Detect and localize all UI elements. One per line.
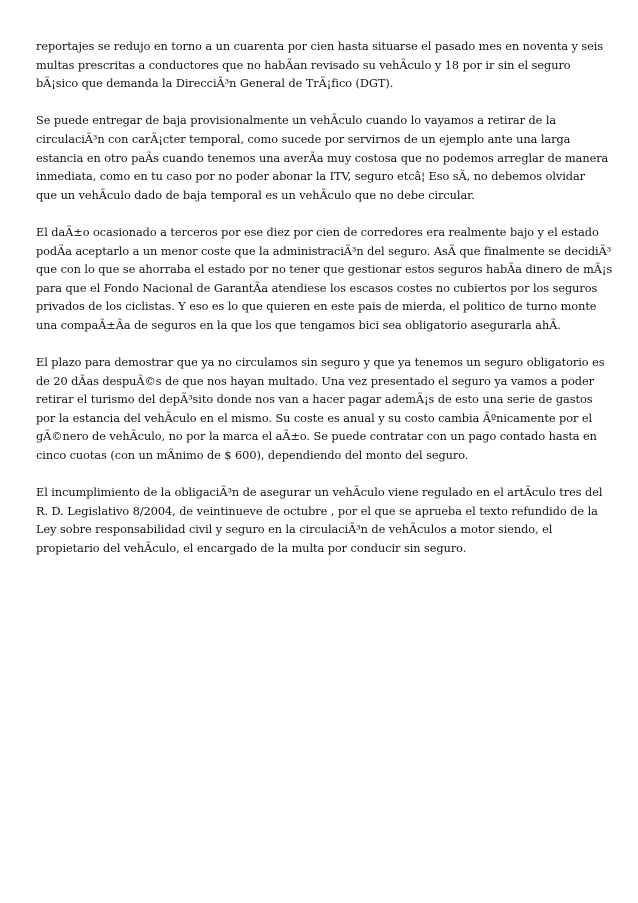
- text-line: Ley sobre responsabilidad civil y seguro en la circulaciÃ³n de vehÃculos a motor siendo, el: [36, 523, 553, 537]
- text-line: El incumplimiento de la obligaciÃ³n de asegurar un vehÃculo viene regulado en el artÃculo tres del: [36, 486, 603, 500]
- text-line: privados de los ciclistas. Y eso es lo que quieren en este pais de mierda, el politico de turno monte: [36, 300, 597, 314]
- text-line: cinco cuotas (con un mÃnimo de $ 600), dependiendo del monto del seguro.: [36, 449, 469, 463]
- text-line: reportajes se redujo en torno a un cuarenta por cien hasta situarse el pasado mes en noventa y seis: [36, 40, 604, 53]
- text-line: de 20 dÃas despuÃ©s de que nos hayan multado. Una vez presentado el seguro ya vamos a poder: [36, 374, 594, 388]
- paragraph-5: [36, 484, 602, 558]
- text-line: por la estancia del vehÃculo en el mismo. Su coste es anual y su costo cambia Ãºnicamente por el: [36, 411, 593, 425]
- text-line: circulaciÃ³n con carÃ¡cter temporal, como sucede por servirnos de un ejemplo ante una larga: [36, 132, 571, 146]
- text-line: que con lo que se ahorraba el estado por no tener que gestionar estos seguros habÃa dinero de mÃ¡s: [36, 263, 613, 277]
- text-line: que un vehÃculo dado de baja temporal es un vehÃculo que no debe circular.: [36, 188, 475, 202]
- text-line: propietario del vehÃculo, el encargado de la multa por conducir sin seguro.: [36, 542, 467, 556]
- text-line: El daÃ±o ocasionado a terceros por ese diez por cien de corredores era realmente bajo y el estado: [36, 225, 599, 239]
- paragraph-3: [36, 224, 613, 336]
- text-line: multas prescritas a conductores que no habÃan revisado su vehÃculo y 18 por ir sin el seguro: [36, 58, 571, 72]
- text-line: R. D. Legislativo 8/2004, de veintinueve de octubre , por el que se aprueba el texto refundido de la: [36, 504, 598, 518]
- document-page: [36, 38, 613, 577]
- paragraph-2: [36, 112, 609, 205]
- text-line: una compaÃ±Ãa de seguros en la que los que tengamos bici sea obligatorio asegurarla ahÃ.: [36, 318, 561, 332]
- text-line: retirar el turismo del depÃ³sito donde nos van a hacer pagar ademÃ¡s de esto una serie de gastos: [36, 393, 593, 407]
- text-line: Se puede entregar de baja provisionalmente un vehÃculo cuando lo vayamos a retirar de la: [36, 114, 557, 128]
- text-line: podÃa aceptarlo a un menor coste que la administraciÃ³n del seguro. AsÃ que finalmente se decidiÃ³: [36, 244, 612, 258]
- text-line: El plazo para demostrar que ya no circulamos sin seguro y que ya tenemos un seguro obligatorio es: [36, 356, 605, 370]
- text-line: gÃ©nero de vehÃculo, no por la marca el aÃ±o. Se puede contratar con un pago contado hasta en: [36, 430, 597, 444]
- paragraph-4: [36, 354, 605, 466]
- text-line: inmediata, como en tu caso por no poder abonar la ITV, seguro etcâ¦ Eso sÃ, no debemos olvidar: [36, 170, 585, 184]
- text-line: bÃ¡sico que demanda la DirecciÃ³n General de TrÃ¡fico (DGT).: [36, 77, 394, 91]
- text-line: para que el Fondo Nacional de GarantÃa atendiese los escasos costes no cubiertos por los seguros: [36, 281, 598, 295]
- paragraph-1: [36, 38, 602, 94]
- text-line: estancia en otro paÃs cuando tenemos una averÃa muy costosa que no podemos arreglar de manera: [36, 151, 609, 165]
